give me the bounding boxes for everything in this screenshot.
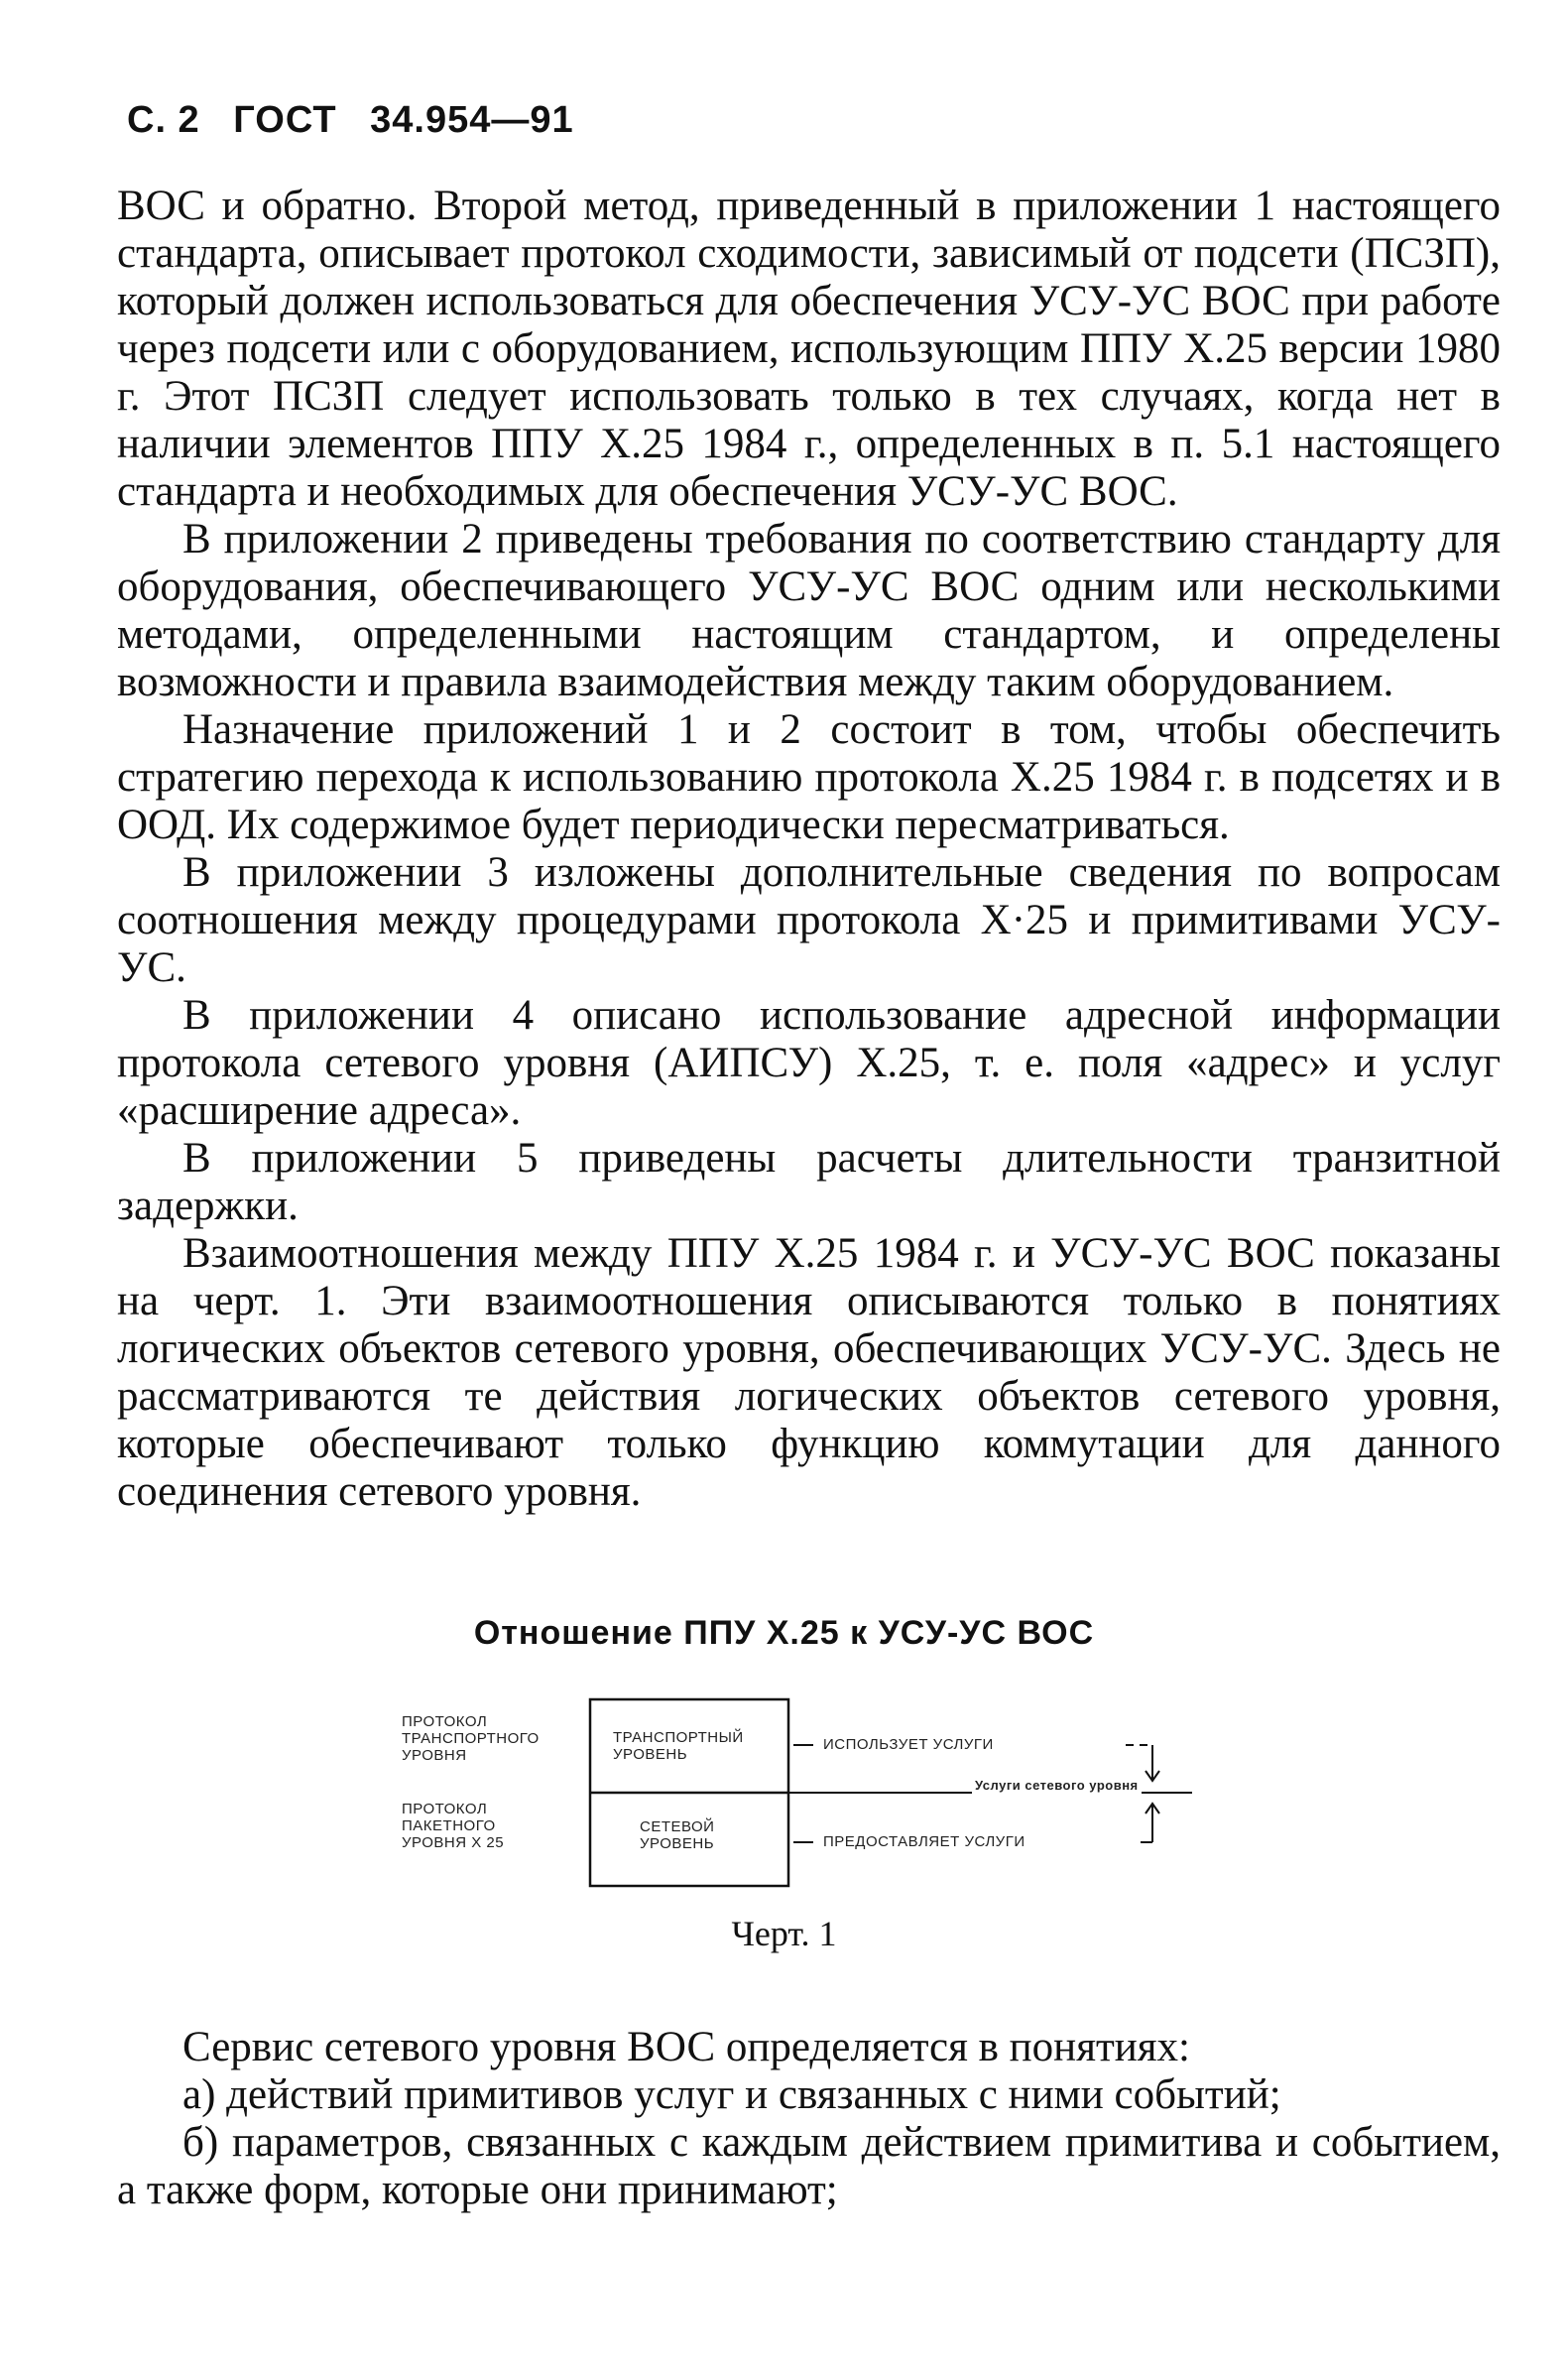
service-definition: [117, 2024, 1501, 2214]
paragraph-2: В приложении 2 приведены требования по соответствию стандарту для оборудования, обеспечивающего УСУ-УС ВОС одним или несколькими методами, определенными настоящим стандартом, и определены возможности и правила взаимодействия между таким оборудованием.: [117, 516, 1501, 705]
paragraph-5: В приложении 4 описано использование адресной информации протокола сетевого уровня (АИПСУ) Х.25, т. е. поля «адрес» и услуг «расширение адреса».: [117, 992, 1501, 1134]
paragraph-4: В приложении 3 изложены дополнительные сведения по вопросам соотношения между процедурами протокола Х·25 и примитивами УСУ-УС.: [117, 849, 1501, 991]
figure-title: Отношение ППУ Х.25 к УСУ-УС ВОС: [473, 1614, 1095, 1652]
list-item-a: а) действий примитивов услуг и связанных с ними событий;: [182, 2071, 1281, 2118]
figure-caption: Черт. 1: [731, 1914, 837, 1953]
page-header: [127, 99, 596, 142]
paragraph-3: Назначение приложений 1 и 2 состоит в том, чтобы обеспечить стратегию перехода к использованию протокола Х.25 1984 г. в подсетях и в ООД. Их содержимое будет периодически пересматриваться.: [117, 706, 1501, 848]
page-number: С. 2: [127, 99, 200, 141]
uses-services-label: ИСПОЛЬЗУЕТ УСЛУГИ: [823, 1736, 994, 1753]
paragraph-1: ВОС и обратно. Второй метод, приведенный в приложении 1 настоящего стандарта, описывает протокол сходимости, зависимый от подсети (ПСЗП), который должен использоваться для обеспечения УСУ-УС ВОС при работе через подсети или с оборудованием, использующим ППУ Х.25 версии 1980 г. Этот ПСЗП следует использовать только в тех случаях, когда нет в наличии элементов ППУ Х.25 1984 г., определенных в п. 5.1 настоящего стандарта и необходимых для обеспечения УСУ-УС ВОС.: [117, 183, 1501, 515]
figure-diagram: [377, 1691, 1210, 1890]
paragraph-7: Взаимоотношения между ППУ Х.25 1984 г. и УСУ-УС ВОС показаны на черт. 1. Эти взаимоотношения описываются только в понятиях логических объектов сетевого уровня, обеспечивающих УСУ-УС. Здесь не рассматриваются те действия логических объектов сетевого уровня, которые обеспечивают только функцию коммутации для данного соединения сетевого уровня.: [117, 1230, 1501, 1515]
standard-number: 34.954—91: [370, 99, 574, 141]
body-text: [117, 183, 1501, 1516]
network-layer-box-label: СЕТЕВОЙ УРОВЕНЬ: [640, 1818, 715, 1852]
standard-label: ГОСТ: [233, 99, 337, 141]
label-transport-protocol: ПРОТОКОЛ ТРАНСПОРТНОГО УРОВНЯ: [402, 1713, 540, 1764]
paragraph-6: В приложении 5 приведены расчеты длительности транзитной задержки.: [117, 1135, 1501, 1229]
list-item-b: б) параметров, связанных с каждым действием примитива и событием, а также форм, которые они принимают;: [117, 2119, 1501, 2213]
list-intro: Сервис сетевого уровня ВОС определяется в понятиях:: [182, 2024, 1191, 2070]
label-packet-protocol: ПРОТОКОЛ ПАКЕТНОГО УРОВНЯ Х 25: [402, 1801, 505, 1851]
provides-services-label: ПРЕДОСТАВЛЯЕТ УСЛУГИ: [823, 1833, 1025, 1850]
transport-layer-box-label: ТРАНСПОРТНЫЙ УРОВЕНЬ: [613, 1729, 744, 1763]
network-services-label: Услуги сетевого уровня: [972, 1777, 1142, 1794]
